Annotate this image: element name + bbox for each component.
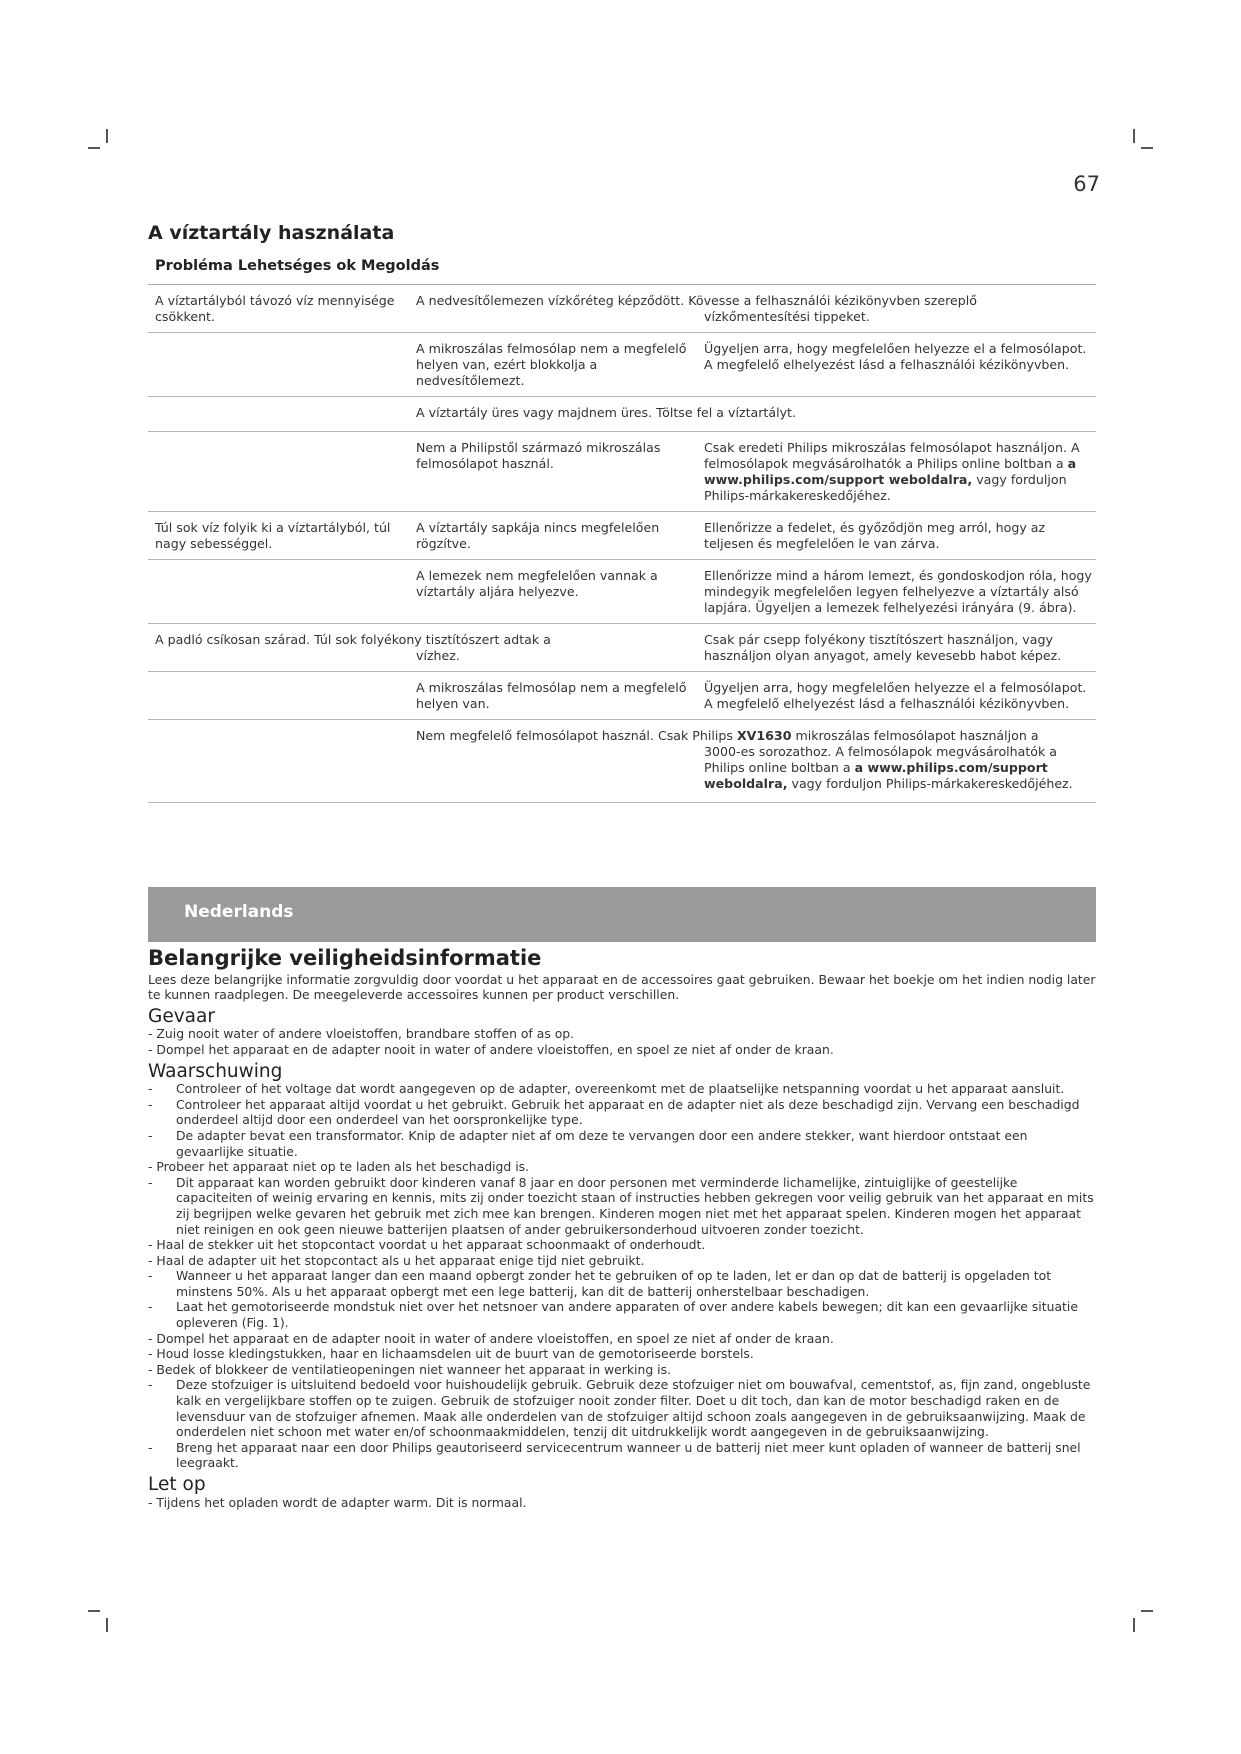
crop-mark [1141, 1610, 1153, 1612]
table-row [148, 672, 1096, 720]
solution-cell: Csak eredeti Philips mikroszálas felmosólapot használjon. A felmosólapok megvásárolhatók a Philips online boltban a a www.philips.com/support weboldalra, vagy forduljon Philips-márkakereskedőjéhez. [704, 440, 1080, 503]
problem-cause-cell: A padló csíkosan szárad. Túl sok folyékony tisztítószert adtak a vízhez. [155, 632, 551, 663]
cause-cell: Nem a Philipstől származó mikroszálas felmosólapot használ. [416, 440, 661, 471]
cause-solution-cell: A víztartály üres vagy majdnem üres. Töltse fel a víztartályt. [416, 405, 796, 420]
problem-cell: A víztartályból távozó víz mennyisége csökkent. [155, 293, 395, 324]
list-item: - Wanneer u het apparaat langer dan een maand opbergt zonder het te gebruiken of op te laden, let er dan op dat de batterij is opgeladen tot minstens 50%. Als u het apparaat opbergt met een lege batterij, kan dit de batterij onherstelbaar beschadigen. [148, 1268, 1052, 1299]
crop-mark [88, 1610, 100, 1612]
list-item: - Houd losse kledingstukken, haar en lichaamsdelen uit de buurt van de gemotoriseerde borstels. [148, 1346, 754, 1362]
hungarian-troubleshooting-section [148, 222, 1096, 803]
dutch-safety-section [148, 946, 1096, 1510]
language-banner [148, 887, 1096, 942]
cause-cell: A víztartály sapkája nincs megfelelően rögzítve. [416, 520, 660, 551]
website-link-text: a www.philips.com/support weboldalra, [704, 760, 1048, 791]
troubleshooting-table [148, 285, 1096, 803]
crop-mark [1141, 147, 1153, 149]
subsection-title-waarschuwing: Waarschuwing [148, 1060, 283, 1082]
table-row [148, 512, 1096, 560]
section-title: Belangrijke veiligheidsinformatie [148, 946, 542, 970]
solution-cell: Ügyeljen arra, hogy megfelelően helyezze el a felmosólapot. A megfelelő elhelyezést lásd a felhasználói kézikönyvben. [704, 341, 1087, 372]
solution-cell: Csak pár csepp folyékony tisztítószert használjon, vagy használjon olyan anyagot, amely kevesebb habot képez. [704, 632, 1062, 663]
subsection-title-let-op: Let op [148, 1474, 206, 1495]
cause-cell: A mikroszálas felmosólap nem a megfelelő helyen van, ezért blokkolja a nedvesítőlemezt. [416, 341, 687, 388]
crop-mark [88, 147, 100, 149]
solution-cell: Ellenőrizze mind a három lemezt, és gondoskodjon róla, hogy mindegyik megfelelően legyen felhelyezve a víztartály alsó lapjára. Ügyeljen a lemezek felhelyezési irányára (9. ábra). [704, 568, 1092, 615]
list-item: - Probeer het apparaat niet op te laden als het beschadigd is. [148, 1159, 530, 1175]
problem-cell: Túl sok víz folyik ki a víztartályból, túl nagy sebességgel. [155, 520, 391, 551]
table-row [148, 333, 1096, 397]
table-row [148, 397, 1096, 432]
table-row [148, 560, 1096, 624]
list-item: - Dompel het apparaat en de adapter nooit in water of andere vloeistoffen, en spoel ze niet af onder de kraan. [148, 1330, 834, 1346]
subsection-title-gevaar: Gevaar [148, 1005, 215, 1027]
list-item: - Haal de stekker uit het stopcontact voordat u het apparaat schoonmaakt of onderhoudt. [148, 1237, 706, 1253]
list-item: - Laat het gemotoriseerde mondstuk niet over het netsnoer van andere apparaten of over andere kabels bewegen; dit kan een gevaarlijke situatie opleveren (Fig. 1). [148, 1299, 1078, 1331]
table-row [148, 432, 1096, 512]
model-number: XV1630 [736, 728, 792, 743]
intro-paragraph: Lees deze belangrijke informatie zorgvuldig door voordat u het apparaat en de accessoires gaat gebruiken. Bewaar het boekje om het indien nodig later te kunnen raadplegen. De meegeleverde accessoires kunnen per product verschillen. [148, 971, 1096, 1003]
solution-cell: Ügyeljen arra, hogy megfelelően helyezze el a felmosólapot. A megfelelő elhelyezést lásd a felhasználói kézikönyvben. [704, 680, 1087, 711]
list-item: - De adapter bevat een transformator. Knip de adapter niet af om deze te vervangen door een andere stekker, want hierdoor ontstaat een gevaarlijke situatie. [148, 1127, 1028, 1159]
table-header: Probléma Lehetséges ok Megoldás [148, 258, 1096, 285]
list-item: - Dit apparaat kan worden gebruikt door kinderen vanaf 8 jaar en door personen met verminderde lichamelijke, zintuiglijke of geestelijke capaciteiten of weinig ervaring en kennis, mits zij onder toezicht staan of instructies hebben gekregen voor veilig gebruik van het apparaat en mits zij begrijpen welke gevaren het gebruik met zich mee kan brengen. Kinderen mogen niet met het apparaat spelen. Kinderen mogen het apparaat niet reinigen en ook geen nieuwe batterijen plaatsen of ander gebruikersonderhoud uitvoeren zonder toezicht. [148, 1174, 1094, 1237]
list-item: - Controleer het apparaat altijd voordat u het gebruikt. Gebruik het apparaat en de adapter niet als deze beschadigd zijn. Vervang een beschadigd onderdeel altijd door een onderdeel van het oorspronkelijke type. [148, 1096, 1080, 1128]
cause-solution-cell: A nedvesítőlemezen vízkőréteg képződött. Kövesse a felhasználói kézikönyvben szereplő vízkőmentesítési tippeket. [416, 293, 977, 324]
list-item: - Controleer of het voltage dat wordt aangegeven op de adapter, overeenkomt met de plaatselijke netspanning voordat u het apparaat aansluit. [148, 1081, 1065, 1097]
cause-cell: A lemezek nem megfelelően vannak a víztartály aljára helyezve. [416, 568, 658, 599]
section-title: A víztartály használata [148, 222, 395, 244]
cause-solution-cell: Nem megfelelő felmosólapot használ. Csak Philips XV1630 mikroszálas felmosólapot használjon a 3000-es sorozathoz. A felmosólapok megvásárolhatók a Philips online boltban a a www.philips.com/support weboldalra, vagy forduljon Philips-márkakereskedőjéhez. [416, 728, 1073, 791]
solution-cell: Ellenőrizze a fedelet, és győződjön meg arról, hogy az teljesen és megfelelően le van zárva. [704, 520, 1046, 551]
page-number: 67 [1073, 172, 1100, 196]
list-item: - Tijdens het opladen wordt de adapter warm. Dit is normaal. [148, 1494, 527, 1510]
list-item: - Haal de adapter uit het stopcontact als u het apparaat enige tijd niet gebruikt. [148, 1252, 645, 1268]
crop-mark [1133, 129, 1135, 143]
crop-mark [1133, 1618, 1135, 1632]
language-banner-label: Nederlands [184, 902, 294, 922]
table-row [148, 720, 1096, 803]
list-item: - Zuig nooit water of andere vloeistoffen, brandbare stoffen of as op. [148, 1026, 575, 1042]
crop-mark [106, 1618, 108, 1632]
list-item: - Dompel het apparaat en de adapter nooit in water of andere vloeistoffen, en spoel ze niet af onder de kraan. [148, 1041, 834, 1057]
list-item: - Bedek of blokkeer de ventilatieopeningen niet wanneer het apparaat in werking is. [148, 1361, 671, 1377]
crop-mark [106, 129, 108, 143]
cause-cell: A mikroszálas felmosólap nem a megfelelő helyen van. [416, 680, 687, 711]
table-row [148, 285, 1096, 333]
list-item: - Deze stofzuiger is uitsluitend bedoeld voor huishoudelijk gebruik. Gebruik deze stofzuiger niet om bouwafval, cementstof, as, fijn zand, ongebluste kalk en vergelijkbare stoffen op te zuigen. Gebruik de stofzuiger nooit zonder filter. Doet u dit toch, dan kan de motor beschadigd raken en de levensduur van de stofzuiger afnemen. Maak alle onderdelen van de stofzuiger altijd schoon zoals aangegeven in de gebruiksaanwijzing. Maak de onderdelen niet schoon met water en/of schoonmaakmiddelen, tenzij dit uitdrukkelijk wordt aangegeven in de gebruiksaanwijzing. [148, 1377, 1091, 1440]
table-row [148, 624, 1096, 672]
list-item: - Breng het apparaat naar een door Philips geautoriseerd servicecentrum wanneer u de batterij niet meer kunt opladen of wanneer de batterij snel leegraakt. [148, 1439, 1081, 1471]
website-link-text: a www.philips.com/support weboldalra, [704, 456, 1077, 487]
